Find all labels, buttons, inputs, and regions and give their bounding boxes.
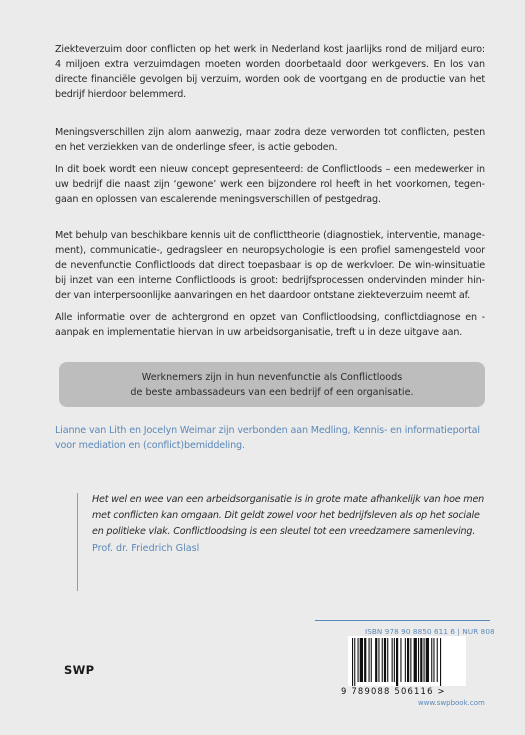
barcode-bar [387, 638, 388, 682]
barcode-bar [405, 638, 406, 682]
barcode-bar [392, 638, 393, 682]
barcode-bar [352, 638, 353, 686]
paragraph-1: Ziekteverzuim door conflicten op het werk in Nederland kost jaarlijks rond de miljard euro: 4 miljoen extra verzuimdagen moeten worden doorbetaald door werkgevers. En los van directe financiële gevolgen bij verzuim, worden ook de voortgang en de productie van het bedrijf hierdoor belemmerd. [55, 44, 485, 100]
barcode-bar [371, 638, 372, 682]
barcode-bar [360, 638, 363, 682]
authors-note: Lianne van Lith en Jocelyn Weimar zijn verbonden aan Medling, Kennis- en informatieportal voor mediation en (conflict)bemiddeling. [55, 425, 480, 451]
barcode-bar [378, 638, 379, 682]
barcode-bar [426, 638, 429, 682]
endorsement-quote: Het wel en wee van een arbeidsorganisatie is in grote mate afhankelijk van hoe men met conflicten kan omgaan. Dit geldt zowel voor het bedrijfsleven als op het sociale en politieke vlak. Conflictloodsing is een sleutel tot een vreedzamere samenleving. [92, 494, 485, 537]
callout-line-2: de beste ambassadeurs van een bedrijf of een organisatie. [130, 387, 414, 398]
barcode-bar [414, 638, 417, 682]
paragraph-4: Met behulp van beschikbare kennis uit de conflicttheorie (diagnostiek, interventie, management), communicatie-, gedragsleer en neuropsychologie is een profiel samengesteld voor de nevenfunctie Conflictloods dat direct toepasbaar is op de werkvloer. De win-winsituatie bij inzet van een interne Conflictloods is groot: bedrijfsprocessen ondervinden minder hinder van interpersoonlijke aanvaringen en het daardoor ontstane ziekteverzuim neemt af. [55, 230, 485, 301]
highlight-callout [59, 362, 485, 407]
publisher-logo: SWP [64, 663, 95, 677]
paragraph-2: Meningsverschillen zijn alom aanwezig, maar zodra deze verworden tot conflicten, pesten en het verziekken van de onderlinge sfeer, is actie geboden. [55, 127, 485, 153]
publisher-url: www.swpbook.com [418, 699, 485, 707]
barcode-bar [424, 638, 425, 682]
paragraph-5: Alle informatie over de achtergrond en opzet van Conflictloodsing, conflictdiagnose en -aanpak en implementatie hiervan in uw arbeidsorganisatie, treft u in deze uitgave aan. [55, 312, 485, 338]
barcode-bar [354, 638, 355, 686]
barcode-bar [396, 638, 398, 686]
barcode-bar [410, 638, 411, 682]
paragraph-3: In dit boek wordt een nieuw concept gepresenteerd: de Conflictloods – een medewerker in uw bedrijf die naast zijn ‘gewone’ werk een bijzondere rol heeft in het voorkomen, tegengaan en oplossen van escalerende meningsverschillen of pestgedrag. [55, 164, 485, 205]
isbn-divider [315, 620, 490, 621]
barcode-bar [407, 638, 409, 682]
barcode-bar [382, 638, 383, 682]
barcode-icon [348, 636, 466, 686]
barcode-bar [440, 638, 441, 686]
callout-line-1: Werknemers zijn in hun nevenfunctie als Conflictloods [141, 372, 403, 383]
quote-author: Prof. dr. Friedrich Glasl [92, 543, 200, 554]
barcode-bar [358, 638, 359, 682]
barcode-bar [437, 638, 438, 682]
barcode-bar [433, 638, 434, 682]
barcode-bar [384, 638, 386, 682]
barcode-bar [394, 638, 395, 682]
barcode-bar [431, 638, 432, 682]
barcode-number: 9 789088 506116 > [341, 686, 446, 696]
barcode-bar [420, 638, 422, 682]
quote-divider [77, 493, 78, 591]
barcode-bar [400, 638, 401, 682]
barcode-bar [369, 638, 370, 682]
isbn-nur: ISBN 978 90 8850 611 6 | NUR 808 [365, 627, 495, 636]
barcode-bar [375, 638, 377, 682]
barcode-bar [418, 638, 419, 682]
barcode-bar [364, 638, 366, 682]
